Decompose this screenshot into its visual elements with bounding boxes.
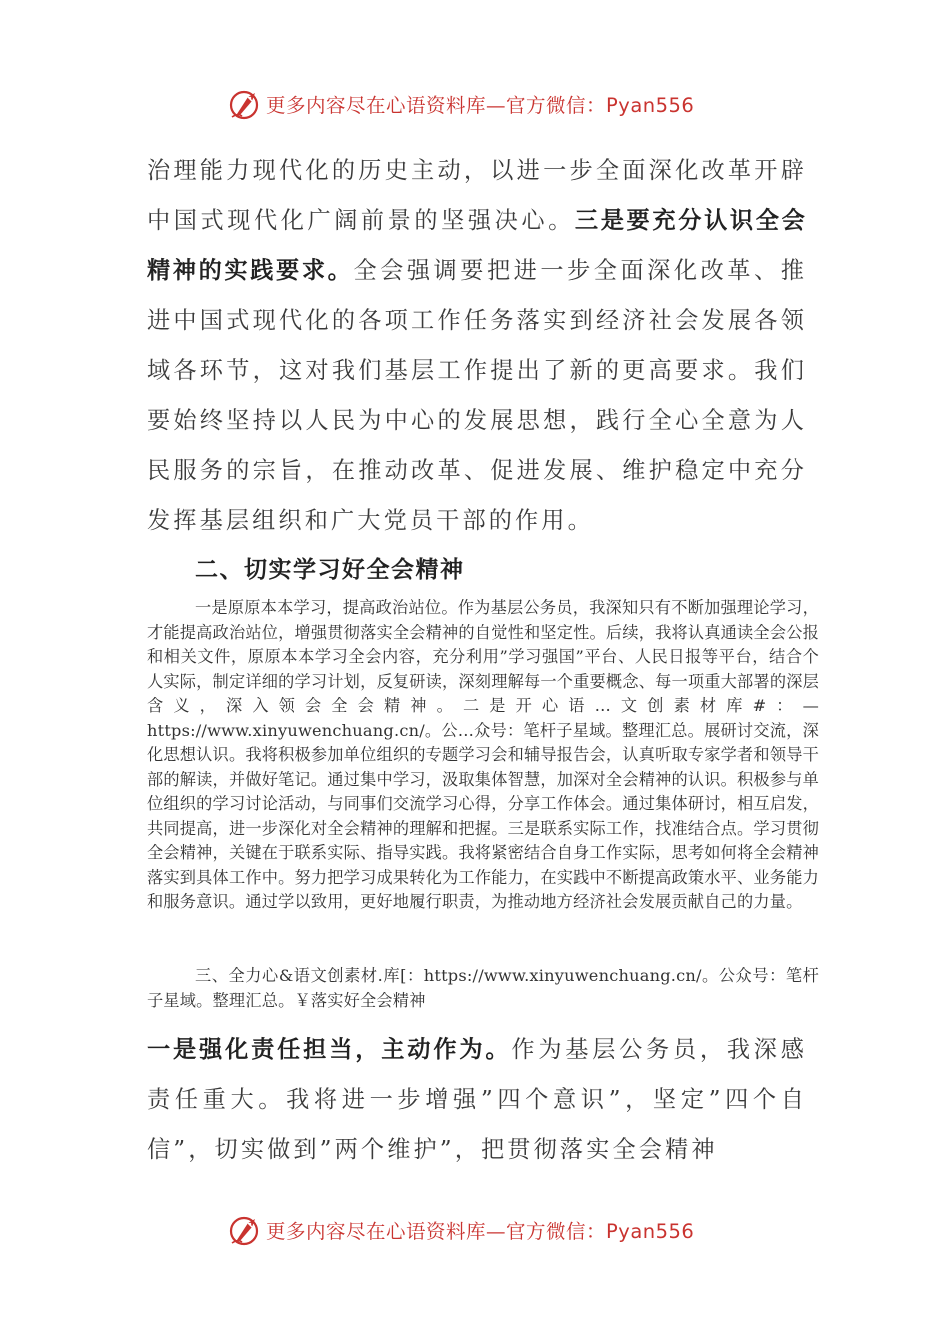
pen-nib-logo-icon [228, 87, 262, 121]
paragraph-3-rest: 作为基层公务员，我深感责任重大。我将进一步增强”四个意识”，坚定”四个自信”，切实做到”两个维护”，把贯彻落实全会精神 [147, 1036, 807, 1163]
wechat-id: Pyan556 [606, 1220, 695, 1243]
footer-banner [228, 1212, 748, 1248]
paragraph-1 [147, 146, 807, 546]
paragraph-2b: 三、全力心&语文创素材.库[：https://www.xinyuwenchuang.cn/。公众号：笔杆子星域。整理汇总。￥落实好全会精神 [147, 966, 819, 1010]
paragraph-3-bold: 一是强化责任担当，主动作为。 [147, 1036, 512, 1063]
section-heading-2: 二、切实学习好全会精神 [195, 557, 465, 583]
wechat-id: Pyan556 [606, 94, 695, 117]
banner-text: 更多内容尽在心语资料库—官方微信：Pyan556 [266, 94, 695, 117]
header-banner [228, 86, 748, 122]
banner-text: 更多内容尽在心语资料库—官方微信：Pyan556 [266, 1220, 695, 1243]
paragraph-3 [147, 1025, 807, 1175]
paragraph-1-lead: 治理能力现代化的历史主动，以进一步全面深化改革开辟中国式现代化广阔前景的坚强决心。 [147, 157, 807, 234]
pen-nib-logo-icon [228, 1213, 262, 1247]
paragraph-2: 一是原原本本学习，提高政治站位。作为基层公务员，我深知只有不断加强理论学习，才能提高政治站位，增强贯彻落实全会精神的自觉性和坚定性。后续，我将认真通读全会公报和相关文件，原原本本学习全会内容，充分利用”学习强国”平台、人民日报等平台，结合个人实际，制定详细的学习计划，反复研读，深刻理解每一个重要概念、每一项重大部署的深层含义，深入领会全会精神。二是开心语…文创素材库#：—https://www.xinyuwenchuang.cn/。公…众号：笔杆子星域。整理汇总。展研讨交流，深化思想认识。我将积极参加单位组织的专题学习会和辅导报告会，认真听取专家学者和领导干部的解读，并做好笔记。通过集中学习，汲取集体智慧，加深对全会精神的认识。积极参与单位组织的学习讨论活动，与同事们交流学习心得，分享工作体会。通过集体研讨，相互启发，共同提高，进一步深化对全会精神的理解和把握。三是联系实际工作，找准结合点。学习贯彻全会精神，关键在于联系实际、指导实践。我将紧密结合自身工作实际，思考如何将全会精神落实到具体工作中。努力把学习成果转化为工作能力，在实践中不断提高政策水平、业务能力和服务意识。通过学以致用，更好地履行职责，为推动地方经济社会发展贡献自己的力量。 [147, 598, 819, 911]
paragraph-1-rest: 全会强调要把进一步全面深化改革、推进中国式现代化的各项工作任务落实到经济社会发展各领域各环节，这对我们基层工作提出了新的更高要求。我们要始终坚持以人民为中心的发展思想，践行全心全意为人民服务的宗旨，在推动改革、促进发展、维护稳定中充分发挥基层组织和广大党员干部的作用。 [147, 257, 807, 534]
paragraph-1-bold: 三是要充分认识全会精神的实践要求。 [147, 207, 807, 284]
